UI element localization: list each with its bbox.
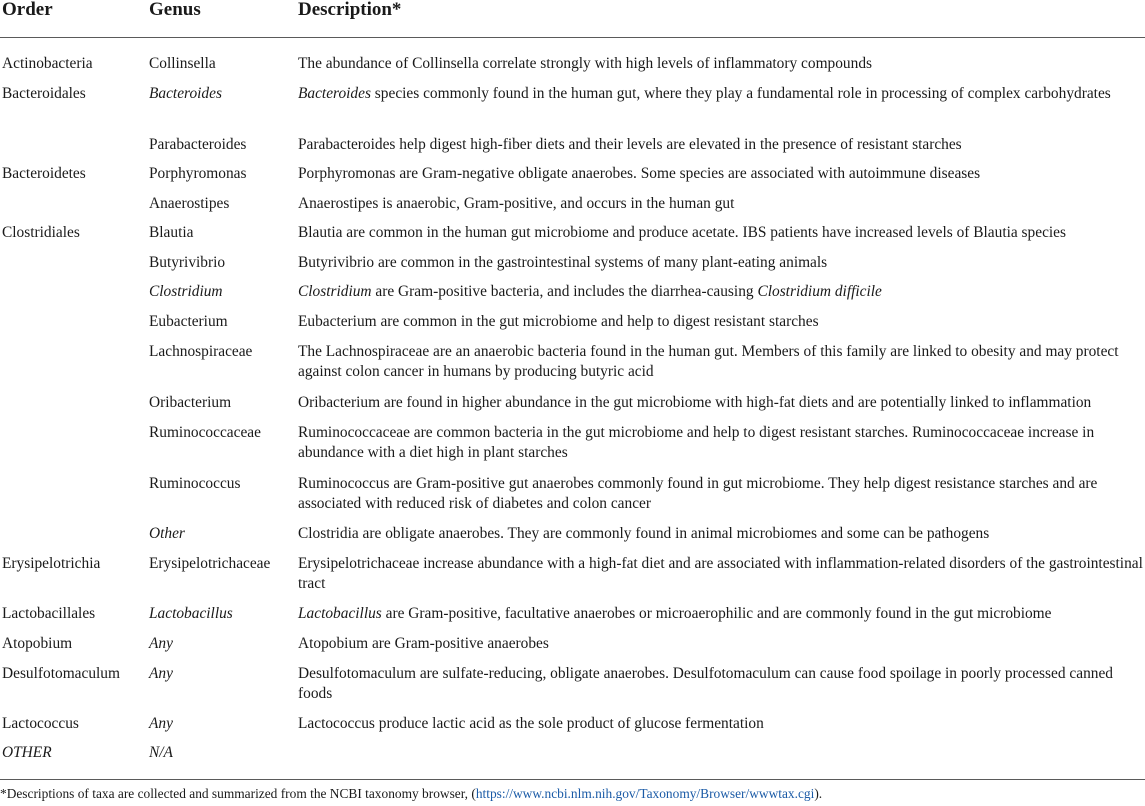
genus-cell: Lachnospiraceae: [149, 343, 253, 360]
genus-cell: Oribacterium: [149, 394, 232, 411]
genus-cell: Other: [149, 525, 185, 542]
description-cell: Ruminococcus are Gram-positive gut anaerobes commonly found in gut microbiome. They help digest resistance starches and are associated with reduced risk of diabetes and colon cancer: [298, 475, 1098, 512]
description-italic: Lactobacillus: [298, 605, 382, 622]
genus-cell: Ruminococcus: [149, 475, 241, 492]
description-cell: Desulfotomaculum are sulfate-reducing, obligate anaerobes. Desulfotomaculum can cause food spoilage in poorly processed canned foods: [298, 665, 1113, 702]
header-description: Description*: [298, 0, 402, 20]
description-text: are Gram-positive, facultative anaerobes or microaerophilic and are commonly found in the gut microbiome: [381, 605, 1052, 622]
order-cell: Bacteroidales: [2, 85, 86, 102]
description-text: are Gram-positive bacteria, and includes the diarrhea-causing: [371, 283, 758, 300]
header-genus: Genus: [149, 0, 201, 20]
description-cell: [298, 604, 1145, 624]
order-cell: OTHER: [2, 744, 52, 761]
order-cell: Lactobacillales: [2, 605, 96, 622]
genus-cell: Anaerostipes: [149, 195, 230, 212]
genus-cell: Butyrivibrio: [149, 254, 226, 271]
description-cell: Parabacteroides help digest high-fiber diets and their levels are elevated in the presence of resistant starches: [298, 136, 962, 153]
order-cell: Bacteroidetes: [2, 165, 86, 182]
description-cell: Anaerostipes is anaerobic, Gram-positive, and occurs in the human gut: [298, 195, 735, 212]
description-cell: [298, 84, 1145, 104]
description-cell: Blautia are common in the human gut microbiome and produce acetate. IBS patients have increased levels of Blautia species: [298, 224, 1066, 241]
table-bottom-divider: [0, 779, 1145, 780]
order-cell: Actinobacteria: [2, 55, 93, 72]
genus-cell: Any: [149, 715, 173, 732]
ncbi-taxonomy-link[interactable]: https://www.ncbi.nlm.nih.gov/Taxonomy/Browser/wwwtax.cgi: [475, 786, 815, 801]
description-cell: Porphyromonas are Gram-negative obligate anaerobes. Some species are associated with autoimmune diseases: [298, 165, 981, 182]
genus-cell: Any: [149, 665, 173, 682]
description-cell: Atopobium are Gram-positive anaerobes: [298, 635, 549, 652]
order-cell: Lactococcus: [2, 715, 79, 732]
genus-cell: Erysipelotrichaceae: [149, 555, 271, 572]
order-cell: Clostridiales: [2, 224, 80, 241]
genus-cell: Lactobacillus: [149, 605, 233, 622]
footnote-end: ).: [814, 786, 823, 801]
description-cell: Butyrivibrio are common in the gastrointestinal systems of many plant-eating animals: [298, 254, 828, 271]
genus-cell: Any: [149, 635, 173, 652]
description-cell: Clostridia are obligate anaerobes. They are commonly found in animal microbiomes and some can be pathogens: [298, 525, 990, 542]
order-cell: Desulfotomaculum: [2, 665, 120, 682]
description-cell: The Lachnospiraceae are an anaerobic bacteria found in the human gut. Members of this family are linked to obesity and may protect against colon cancer in humans by producing butyric acid: [298, 343, 1119, 380]
genus-cell: Eubacterium: [149, 313, 228, 330]
description-cell: Lactococcus produce lactic acid as the sole product of glucose fermentation: [298, 715, 764, 732]
genus-cell: N/A: [149, 744, 173, 761]
header-divider: [0, 37, 1145, 38]
order-cell: Erysipelotrichia: [2, 555, 101, 572]
description-cell: Ruminococcaceae are common bacteria in the gut microbiome and help to digest resistant starches. Ruminococcaceae increase in abundance with a diet high in plant starches: [298, 424, 1095, 461]
genus-cell: Blautia: [149, 224, 194, 241]
table-footnote: [0, 785, 822, 803]
genus-cell: Clostridium: [149, 283, 223, 300]
description-italic: Clostridium: [298, 283, 372, 300]
genus-cell: Collinsella: [149, 55, 216, 72]
description-text: species commonly found in the human gut, where they play a fundamental role in processing of complex carbohydrates: [370, 85, 1111, 102]
table-header: [0, 0, 1145, 38]
description-cell: The abundance of Collinsella correlate strongly with high levels of inflammatory compounds: [298, 55, 873, 72]
description-italic-end: Clostridium difficile: [757, 283, 882, 300]
description-cell: Eubacterium are common in the gut microbiome and help to digest resistant starches: [298, 313, 819, 330]
genus-cell: Parabacteroides: [149, 136, 247, 153]
header-order: Order: [2, 0, 53, 20]
genus-cell: Porphyromonas: [149, 165, 247, 182]
order-cell: Atopobium: [2, 635, 73, 652]
genus-cell: Bacteroides: [149, 85, 222, 102]
description-italic: Bacteroides: [298, 85, 371, 102]
description-cell: [298, 282, 1145, 302]
description-cell: Erysipelotrichaceae increase abundance with a high-fat diet and are associated with inflammation-related disorders of the gastrointestinal tract: [298, 555, 1143, 592]
description-cell: Oribacterium are found in higher abundance in the gut microbiome with high-fat diets and are potentially linked to inflammation: [298, 394, 1092, 411]
genus-cell: Ruminococcaceae: [149, 424, 261, 441]
footnote-text: *Descriptions of taxa are collected and summarized from the NCBI taxonomy browser, (: [0, 786, 476, 801]
